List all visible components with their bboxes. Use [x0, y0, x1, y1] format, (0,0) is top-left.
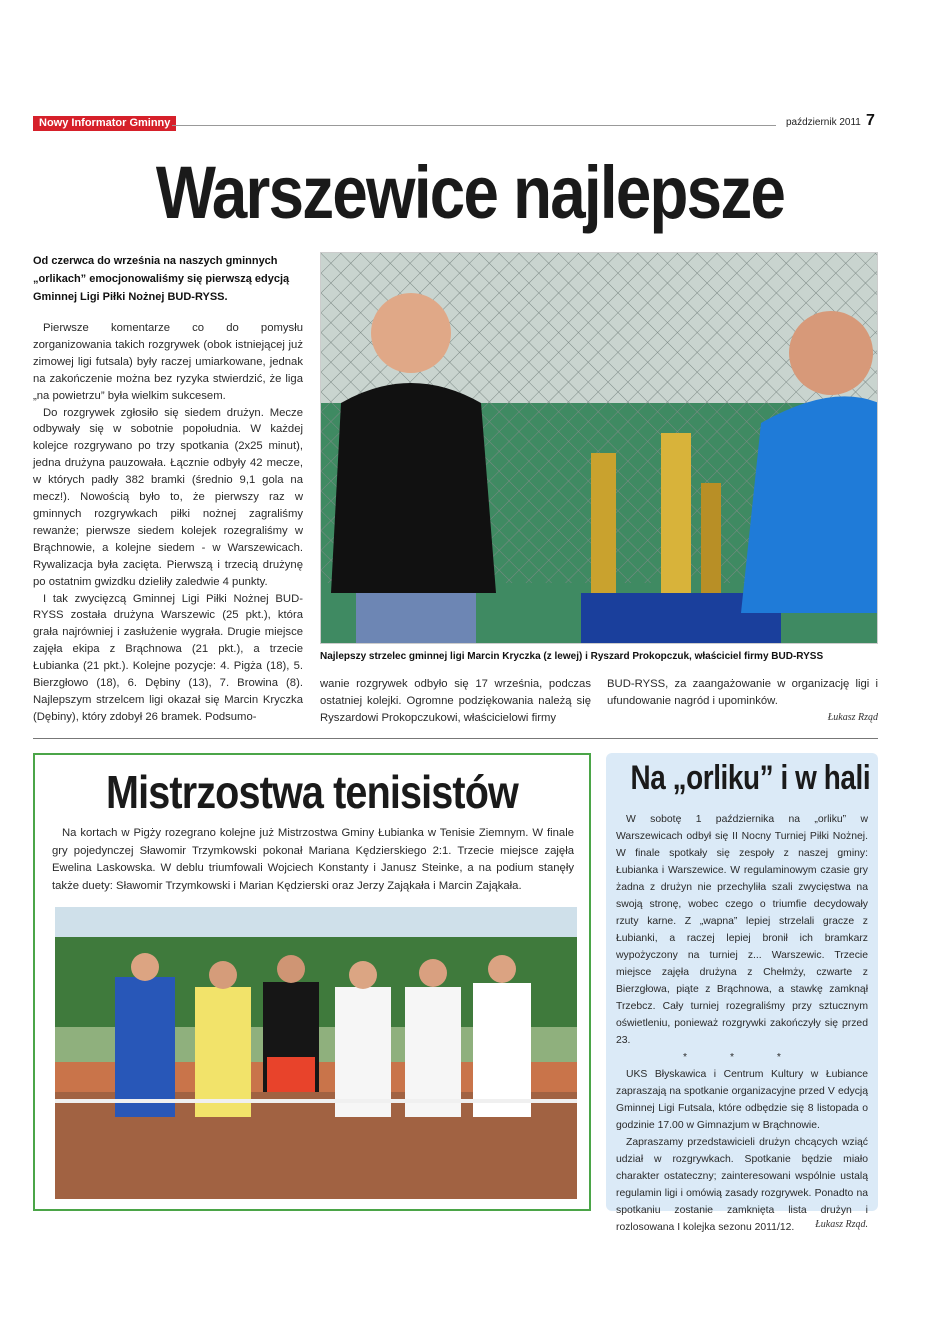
article-title: Warszewice najlepsze	[155, 151, 785, 234]
orlik-article-box	[606, 753, 878, 1233]
article-lead: Od czerwca do września na naszych gminnych „orlikach” emocjonowaliśmy się pierwszą edycją Gminnej Ligi Piłki Nożnej BUD-RYSS.	[33, 255, 290, 303]
orlik-article-title: Na „orliku” i w hali	[630, 759, 871, 797]
orlik-paragraph: W sobotę 1 października na „orliku” w Warszewicach odbył się II Nocny Turniej Piłki Nożnej. W finale spotkały się zespoły z naszej gminy: Łubianka i Warszewice. W regulaminowym czasie gry żadna z drużyn nie przechyliła szali zwycięstwa na swoją stronę, wobec czego o triumfie decydowały rzuty karne. Z „wapna” lepiej strzelali gracze z Łubianki, a raczej lepiej bronił ich bramkarz wypożyczony na turniej z... Warszewic. Trzecie miejsce zajęła drużyna z Chełmży, czwarte z Bierzgłowa, piąte z Brąchnowa, a stawkę zamknął Trzebcz. Cały turniej rozegraliśmy przy sztucznym oświetleniu, ponieważ rozgrywki zakończyły się przed 23.	[616, 814, 868, 1046]
publication-tag: Nowy Informator Gminny	[33, 116, 176, 131]
article-signature: Łukasz Rząd	[827, 712, 878, 723]
article-paragraph: Do rozgrywek zgłosiło się siedem drużyn. Mecze odbywały się w sobotnie popołudnia. W każdej kolejce rozgrywano po trzy spotkania (2x25 minut), jedna drużyna pauzowała. Łącznie odbyły 42 mecze, w których padły 382 bramki (średnio 9,1 gola na mecz!). Nowością było to, że pierwszy raz w gminnych rozgrywkach piłki nożnej zagraliśmy rewanże; pierwsze siedem kolejek rozegraliśmy w Brąchnowie, a kolejne siedem - w Warszewicach. Rywalizacja była zacięta. Pierwszą i trzecią drużynę po ostatnim gwizdku dzieliły zaledwie 4 punkty.	[33, 406, 303, 588]
tennis-article-box	[33, 753, 591, 1211]
section-divider	[33, 738, 878, 739]
orlik-paragraph: Zapraszamy przedstawicieli drużyn chcących wziąć udział w rozgrywkach. Spotkanie będzie miało charakter ostateczny; zainteresowani wspólnie ustalą regulamin ligi i omówią zasady rozgrywek. Ponadto na spotkaniu zostanie zamknięta lista drużyn i rozlosowana I kolejka sezonu 2011/12. Łukasz Rząd.	[616, 1137, 868, 1233]
tennis-photo	[55, 907, 577, 1199]
issue-date: październik 2011	[786, 117, 861, 128]
header-divider	[172, 125, 776, 126]
section-stars: * * *	[683, 1052, 801, 1063]
article-column-2: wanie rozgrywek odbyło się 17 września, podczas ostatniej kolejki. Ogromne podziękowania należą się Ryszardowi Prokopczukowi, właścicielowi firmy	[320, 678, 591, 724]
article-column-3: BUD-RYSS, za zaangażowanie w organizację ligi i ufundowanie nagród i upominków.	[607, 678, 878, 707]
page-number: 7	[866, 112, 875, 129]
photo-caption: Najlepszy strzelec gminnej ligi Marcin Kryczka (z lewej) i Ryszard Prokopczuk, właściciel firmy BUD-RYSS	[320, 651, 824, 662]
article-column-1	[33, 320, 303, 726]
article-photo-players	[320, 252, 878, 644]
article-paragraph: Pierwsze komentarze co do pomysłu zorganizowania takich rozgrywek (obok istniejącej już zimowej ligi futsala) były raczej umiarkowane, jednak na zakończenie można bez ryzyka stwierdzić, że liga „na powietrzu” była wielkim sukcesem.	[33, 322, 303, 402]
tennis-article-title: Mistrzostwa tenisistów	[106, 766, 518, 818]
orlik-paragraph: UKS Błyskawica i Centrum Kultury w Łubiance zapraszają na spotkanie organizacyjne przed V edycją Gminnej Ligi Futsala, które odbędzie się 8 listopada o godzinie 17.00 w Gimnazjum w Brąchnowie.	[616, 1069, 868, 1131]
article-paragraph: I tak zwycięzcą Gminnej Ligi Piłki Nożnej BUD-RYSS została drużyna Warszewic (25 pkt.), która grała najrówniej i zasłużenie wygrała. Drugie miejsce zajęła ekipa z Brąchnowa (21 pkt.), a trzecie Łubianka (21 pkt.). Kolejne pozycje: 4. Pigża (18), 5. Bierzgłowo (18), 6. Dębiny (13), 7. Browina (8). Najlepszym strzelcem ligi okazał się Marcin Kryczka (Dębiny), który zdobył 26 bramek. Podsumo-	[33, 592, 303, 723]
orlik-article-text	[616, 811, 868, 1236]
orlik-signature: Łukasz Rząd.	[815, 1219, 868, 1230]
tennis-article-text: Na kortach w Pigży rozegrano kolejne już Mistrzostwa Gminy Łubianka w Tenisie Ziemnym. W finale gry pojedynczej Sławomir Trzymkowski pokonał Mariana Kędzierskiego 2:1. Trzecie miejsce zajęła Ewelina Laskowska. W deblu triumfowali Wojciech Konstanty i Janusz Steinke, a na podium stanęły także duety: Sławomir Trzymkowski i Marian Kędzierski oraz Jerzy Zająkała i Marcin Zająkała.	[52, 827, 574, 892]
